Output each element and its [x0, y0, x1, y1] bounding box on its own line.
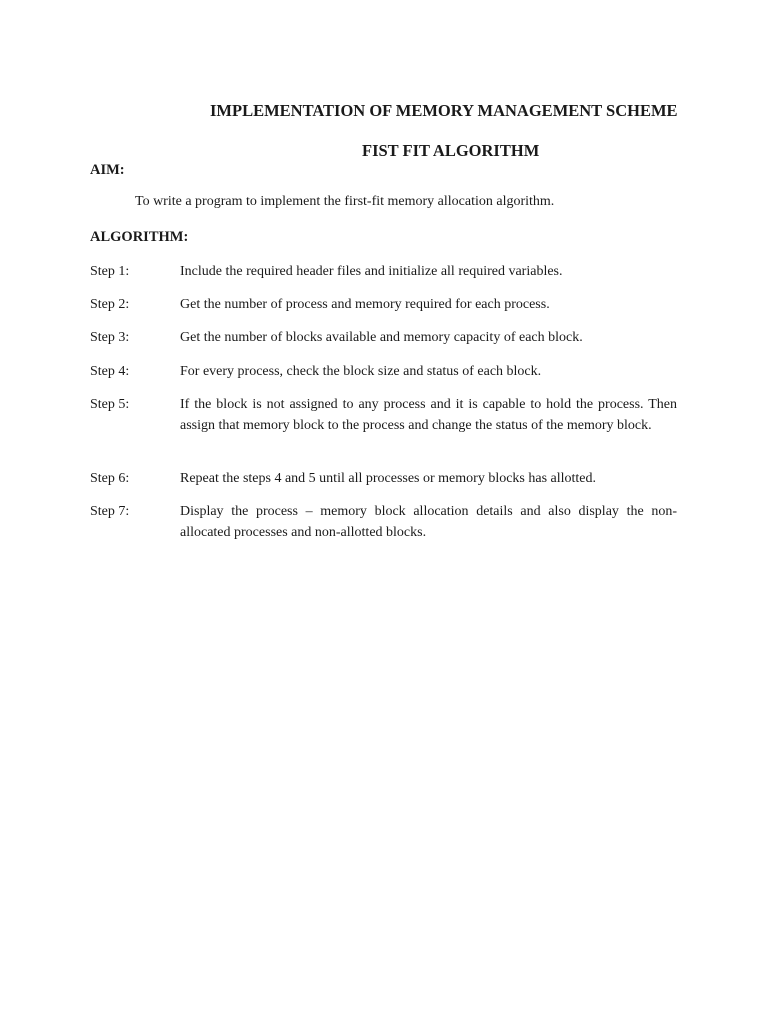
algorithm-step-7 — [90, 501, 678, 543]
step-text: Include the required header files and initialize all required variables. — [180, 264, 563, 279]
aim-text: To write a program to implement the first-fit memory allocation algorithm. — [135, 194, 555, 209]
step-label: Step 5: — [90, 397, 130, 412]
algorithm-step-1 — [90, 261, 678, 282]
step-label: Step 4: — [90, 364, 130, 379]
algorithm-heading: ALGORITHM: — [90, 229, 189, 245]
algorithm-step-5 — [90, 394, 678, 436]
step-text: Repeat the steps 4 and 5 until all processes or memory blocks has allotted. — [180, 471, 597, 486]
algorithm-step-6 — [90, 468, 678, 489]
step-text: Get the number of process and memory required for each process. — [180, 297, 550, 312]
step-text: Get the number of blocks available and memory capacity of each block. — [180, 330, 583, 345]
document-subtitle: FIST FIT ALGORITHM — [362, 141, 540, 160]
step-label: Step 1: — [90, 264, 130, 279]
step-label: Step 3: — [90, 330, 130, 345]
aim-heading: AIM: — [90, 162, 125, 178]
step-label: Step 2: — [90, 297, 130, 312]
document-title: IMPLEMENTATION OF MEMORY MANAGEMENT SCHEME — [210, 101, 678, 120]
algorithm-step-2 — [90, 294, 678, 315]
algorithm-step-4 — [90, 361, 678, 382]
step-text: For every process, check the block size and status of each block. — [180, 364, 542, 379]
step-text: Display the process – memory block allocation details and also display the non-allocated processes and non-allotted blocks. — [180, 504, 677, 540]
step-label: Step 6: — [90, 471, 130, 486]
step-text: If the block is not assigned to any process and it is capable to hold the process. Then assign that memory block to the process and change the status of the memory block. — [180, 397, 677, 433]
algorithm-step-3 — [90, 327, 678, 348]
step-label: Step 7: — [90, 504, 130, 519]
